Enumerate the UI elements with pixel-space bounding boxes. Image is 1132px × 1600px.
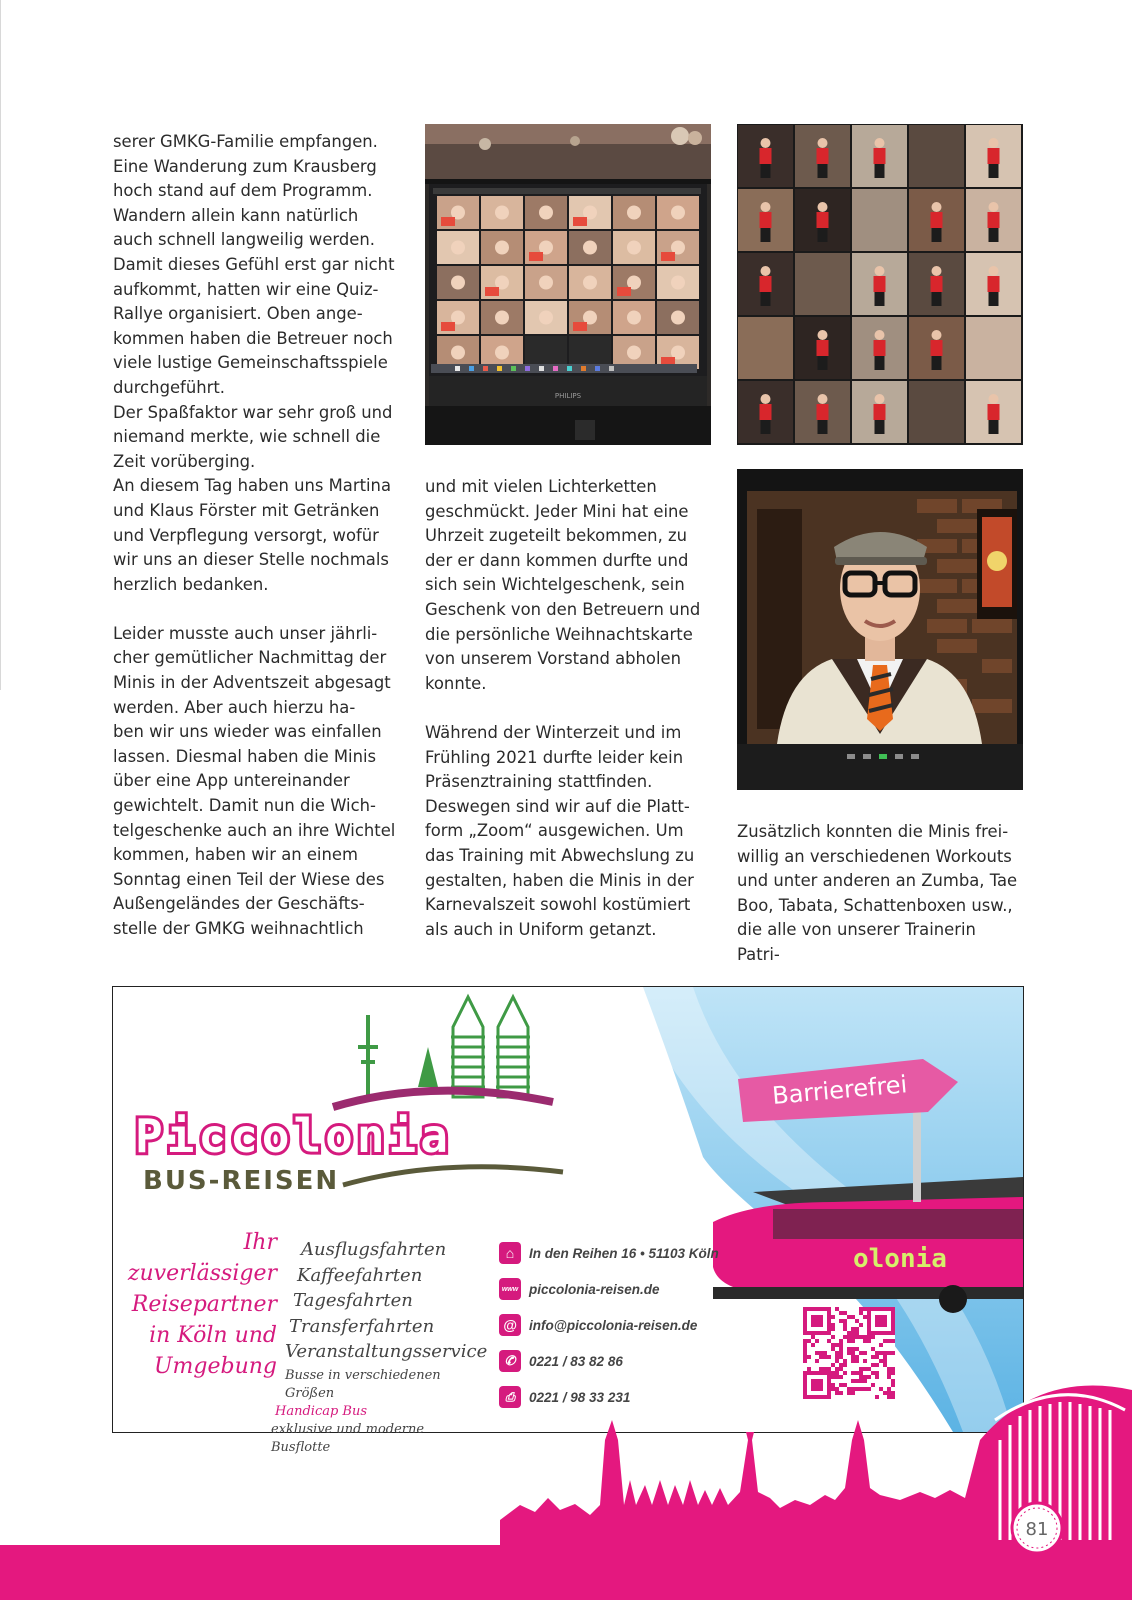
- services-list: Ausflugsfahrten Kaffeefahrten Tagesfahrten Transferfahrten Veranstaltungsservice: [285, 1239, 488, 1362]
- at-icon: @: [499, 1314, 521, 1336]
- phone-icon: ✆: [499, 1350, 521, 1372]
- text-column-left: [113, 130, 398, 942]
- cologne-skyline-footer: [0, 1380, 1132, 1600]
- tagline: Ihr zuverlässiger Reisepartner in Köln und Umgebung: [127, 1230, 277, 1379]
- paragraph: Während der Winterzeit und im Frühling 2021 durfte leider kein Präsenztraining stattfinden. Deswegen sind wir auf die Platt- form „Zoom“ ausgewichen. Um das Training mit Abwechslung zu gestalten, haben die Minis in der Karnevalszeit sowohl kostümiert als auch in Uniform getanzt.: [425, 722, 695, 939]
- contact-email: @ info@piccolonia-reisen.de: [499, 1307, 719, 1343]
- piccolonia-advertisement: [112, 986, 1024, 1455]
- barrierefrei-sign-text: Barrierefrei: [771, 1070, 909, 1110]
- brand-logo: Piccolonia: [135, 1109, 452, 1163]
- paragraph: Zusätzlich konnten die Minis frei- willig an verschiedenen Workouts und unter anderen an Zumba, Tae Boo, Tabata, Schattenboxen usw., die alle von unserer Trainerin Patri-: [737, 822, 1018, 964]
- www-icon: www: [499, 1278, 521, 1300]
- fax-icon: ⎙: [499, 1386, 521, 1408]
- text-column-middle: [425, 475, 710, 942]
- page-number: 81: [1025, 1519, 1049, 1540]
- contact-fax: ⎙ 0221 / 98 33 231: [499, 1379, 719, 1415]
- monitor-brand: PHILIPS: [554, 392, 582, 400]
- zoom-monitor-photo: [425, 124, 711, 445]
- extras-list: Busse in verschiedenen Größen Handicap Bus exklusive und moderne Busflotte: [271, 1368, 441, 1455]
- trainer-video-photo: [737, 469, 1023, 790]
- paragraph: und mit vielen Lichterketten geschmückt. Jeder Mini hat eine Uhrzeit zugeteilt bekommen, zu der er dann kommen durfte und sich sein Wichtelgeschenk, sein Geschenk von den Betreuern und die persönliche Weihnachtskarte von unserem Vorstand abholen konnte.: [425, 477, 701, 693]
- paragraph: Leider musste auch unser jährli- cher gemütlicher Nachmittag der Minis in der Adventszeit abgesagt werden. Aber auch hierzu ha- ben wir uns wieder was einfallen lassen. Diesmal haben die Minis über eine App untereinander gewichtelt. Damit nun die Wich- telgeschenke auch an ihre Wichtel kommen, haben wir an einem Sonntag einen Teil der Wiese des Außengeländes der Geschäfts- stelle der GMKG weihnachtlich: [113, 623, 396, 938]
- contact-website: www piccolonia-reisen.de: [499, 1271, 719, 1307]
- bus-brand-text: olonia: [853, 1244, 947, 1274]
- paragraph: serer GMKG-Familie empfangen. Eine Wanderung zum Krausberg hoch stand auf dem Programm. Wandern allein kann natürlich auch schnell langweilig werden. Damit dieses Gefühl erst gar nicht aufkommt, hatten wir eine Quiz- Rallye organisiert. Oben ange- kommen haben die Betreuer noch viele lustige Gemeinschaftsspiele durchgeführt. Der Spaßfaktor war sehr groß und niemand merkte, wie schnell die Zeit vorüberging. An diesem Tag haben uns Martina und Klaus Förster mit Getränken und Verpflegung versorgt, wofür wir uns an dieser Stelle nochmals herzlich bedanken.: [113, 132, 395, 594]
- contact-phone: ✆ 0221 / 83 82 86: [499, 1343, 719, 1379]
- page-edge-line: [0, 0, 1, 690]
- house-icon: ⌂: [499, 1242, 521, 1264]
- text-column-right: [737, 820, 1022, 968]
- contact-address: ⌂ In den Reihen 16 • 51103 Köln: [499, 1235, 719, 1271]
- zoom-dancers-grid-photo: [737, 124, 1023, 445]
- brand-subtitle: BUS-REISEN: [143, 1166, 340, 1196]
